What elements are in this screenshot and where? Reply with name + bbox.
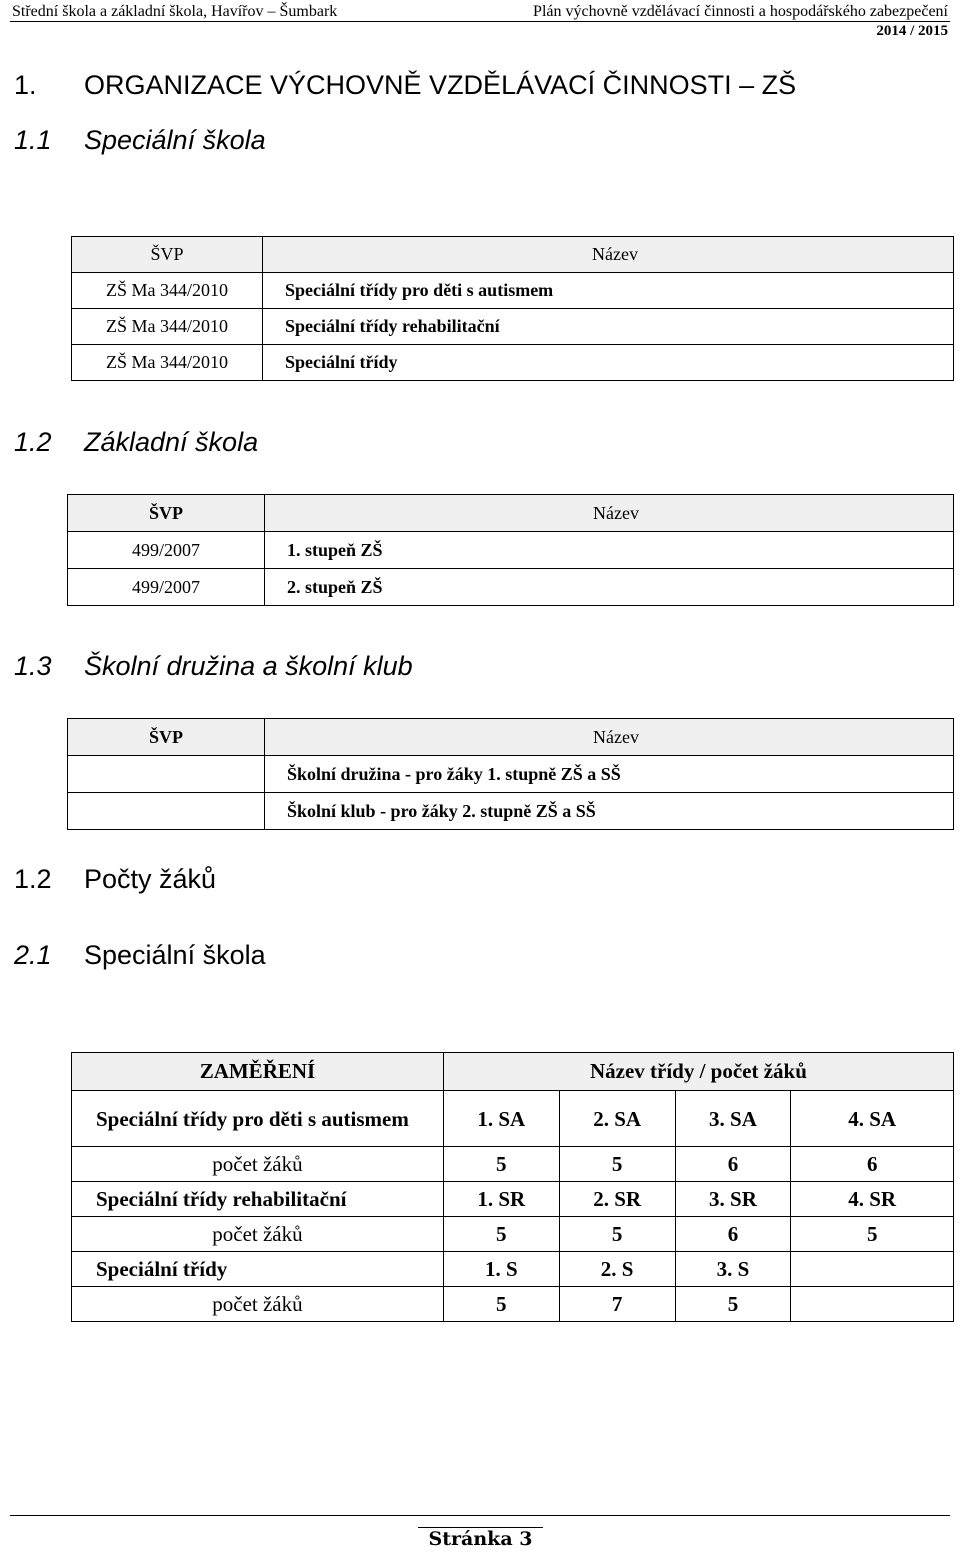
table-pupil-counts xyxy=(71,1052,954,1322)
table-special-school-programs xyxy=(71,236,954,381)
cell-class: 3. S xyxy=(675,1252,791,1287)
column-header-name: Název xyxy=(263,237,954,273)
table-row xyxy=(68,532,954,569)
cell-count-label: počet žáků xyxy=(72,1217,444,1252)
cell-name: Speciální třídy rehabilitační xyxy=(263,309,954,345)
table-header-row xyxy=(72,237,954,273)
cell-svp xyxy=(68,793,265,830)
column-header-class-count: Název třídy / počet žáků xyxy=(443,1053,953,1091)
section-title: Počty žáků xyxy=(84,864,217,894)
section-heading-1-3 xyxy=(14,651,413,682)
cell-svp: ZŠ Ma 344/2010 xyxy=(72,273,263,309)
cell-class: 4. SA xyxy=(791,1091,954,1147)
header-school-year: 2014 / 2015 xyxy=(876,23,948,39)
cell-count: 5 xyxy=(559,1147,675,1182)
cell-name: Speciální třídy pro děti s autismem xyxy=(263,273,954,309)
cell-focus: Speciální třídy rehabilitační xyxy=(72,1182,444,1217)
table-row xyxy=(72,345,954,381)
chapter-title: ORGANIZACE VÝCHOVNĚ VZDĚLÁVACÍ ČINNOSTI – ZŠ xyxy=(84,70,797,100)
cell-svp: ZŠ Ma 344/2010 xyxy=(72,309,263,345)
section-title: Školní družina a školní klub xyxy=(84,651,413,681)
cell-name: 2. stupeň ZŠ xyxy=(265,569,954,606)
section-title: Speciální škola xyxy=(84,940,266,970)
footer-page-number: Stránka 3 xyxy=(428,1528,533,1550)
cell-class: 1. S xyxy=(443,1252,559,1287)
cell-count-label: počet žáků xyxy=(72,1147,444,1182)
section-title: Speciální škola xyxy=(84,125,266,155)
cell-count: 5 xyxy=(559,1217,675,1252)
table-header-row xyxy=(68,495,954,532)
section-heading-2-1 xyxy=(14,940,266,971)
table-row xyxy=(68,756,954,793)
table-row xyxy=(72,309,954,345)
table-row-counts xyxy=(72,1147,954,1182)
table-row-group-autism xyxy=(72,1091,954,1147)
cell-svp: ZŠ Ma 344/2010 xyxy=(72,345,263,381)
cell-name: 1. stupeň ZŠ xyxy=(265,532,954,569)
cell-count: 7 xyxy=(559,1287,675,1322)
cell-class: 4. SR xyxy=(791,1182,954,1217)
cell-count: 5 xyxy=(443,1287,559,1322)
cell-count xyxy=(791,1287,954,1322)
column-header-name: Název xyxy=(265,495,954,532)
cell-class: 1. SA xyxy=(443,1091,559,1147)
table-row xyxy=(72,273,954,309)
footer-rule xyxy=(10,1515,950,1516)
column-header-name: Název xyxy=(265,719,954,756)
cell-class: 3. SR xyxy=(675,1182,791,1217)
column-header-svp: ŠVP xyxy=(68,495,265,532)
header-school-name: Střední škola a základní škola, Havířov – Šumbark xyxy=(12,3,338,20)
cell-name: Speciální třídy xyxy=(263,345,954,381)
cell-svp: 499/2007 xyxy=(68,532,265,569)
table-row xyxy=(68,793,954,830)
table-row-group-rehab xyxy=(72,1182,954,1217)
chapter-number: 1. xyxy=(14,70,37,100)
section-heading-1-1 xyxy=(14,125,266,156)
cell-focus: Speciální třídy pro děti s autismem xyxy=(72,1091,444,1147)
column-header-svp: ŠVP xyxy=(72,237,263,273)
section-heading-pupil-counts xyxy=(14,864,216,895)
table-row-group-special xyxy=(72,1252,954,1287)
section-title: Základní škola xyxy=(84,427,259,457)
cell-svp: 499/2007 xyxy=(68,569,265,606)
table-row-counts xyxy=(72,1287,954,1322)
table-elementary-school-programs xyxy=(67,494,954,606)
header-document-title: Plán výchovně vzdělávací činnosti a hospodářského zabezpečení xyxy=(533,3,948,20)
cell-count: 5 xyxy=(675,1287,791,1322)
cell-count-label: počet žáků xyxy=(72,1287,444,1322)
cell-class: 2. SA xyxy=(559,1091,675,1147)
cell-count: 5 xyxy=(443,1147,559,1182)
table-header-row xyxy=(68,719,954,756)
section-heading-1-2 xyxy=(14,427,258,458)
cell-count: 6 xyxy=(791,1147,954,1182)
section-number: 1.1 xyxy=(14,125,52,155)
cell-class: 3. SA xyxy=(675,1091,791,1147)
column-header-svp: ŠVP xyxy=(68,719,265,756)
cell-name: Školní družina - pro žáky 1. stupně ZŠ a SŠ xyxy=(265,756,954,793)
cell-class: 2. SR xyxy=(559,1182,675,1217)
section-number: 1.3 xyxy=(14,651,52,681)
cell-class xyxy=(791,1252,954,1287)
table-after-school-programs xyxy=(67,718,954,830)
cell-class: 2. S xyxy=(559,1252,675,1287)
header-rule xyxy=(10,21,950,22)
cell-name: Školní klub - pro žáky 2. stupně ZŠ a SŠ xyxy=(265,793,954,830)
cell-svp xyxy=(68,756,265,793)
column-header-focus: ZAMĚŘENÍ xyxy=(72,1053,444,1091)
section-number: 1.2 xyxy=(14,864,52,894)
section-number: 1.2 xyxy=(14,427,52,457)
cell-class: 1. SR xyxy=(443,1182,559,1217)
cell-focus: Speciální třídy xyxy=(72,1252,444,1287)
table-row-counts xyxy=(72,1217,954,1252)
chapter-heading xyxy=(14,70,796,101)
cell-count: 6 xyxy=(675,1147,791,1182)
table-row xyxy=(68,569,954,606)
cell-count: 5 xyxy=(443,1217,559,1252)
section-number: 2.1 xyxy=(14,940,52,970)
cell-count: 6 xyxy=(675,1217,791,1252)
cell-count: 5 xyxy=(791,1217,954,1252)
table-header-row xyxy=(72,1053,954,1091)
